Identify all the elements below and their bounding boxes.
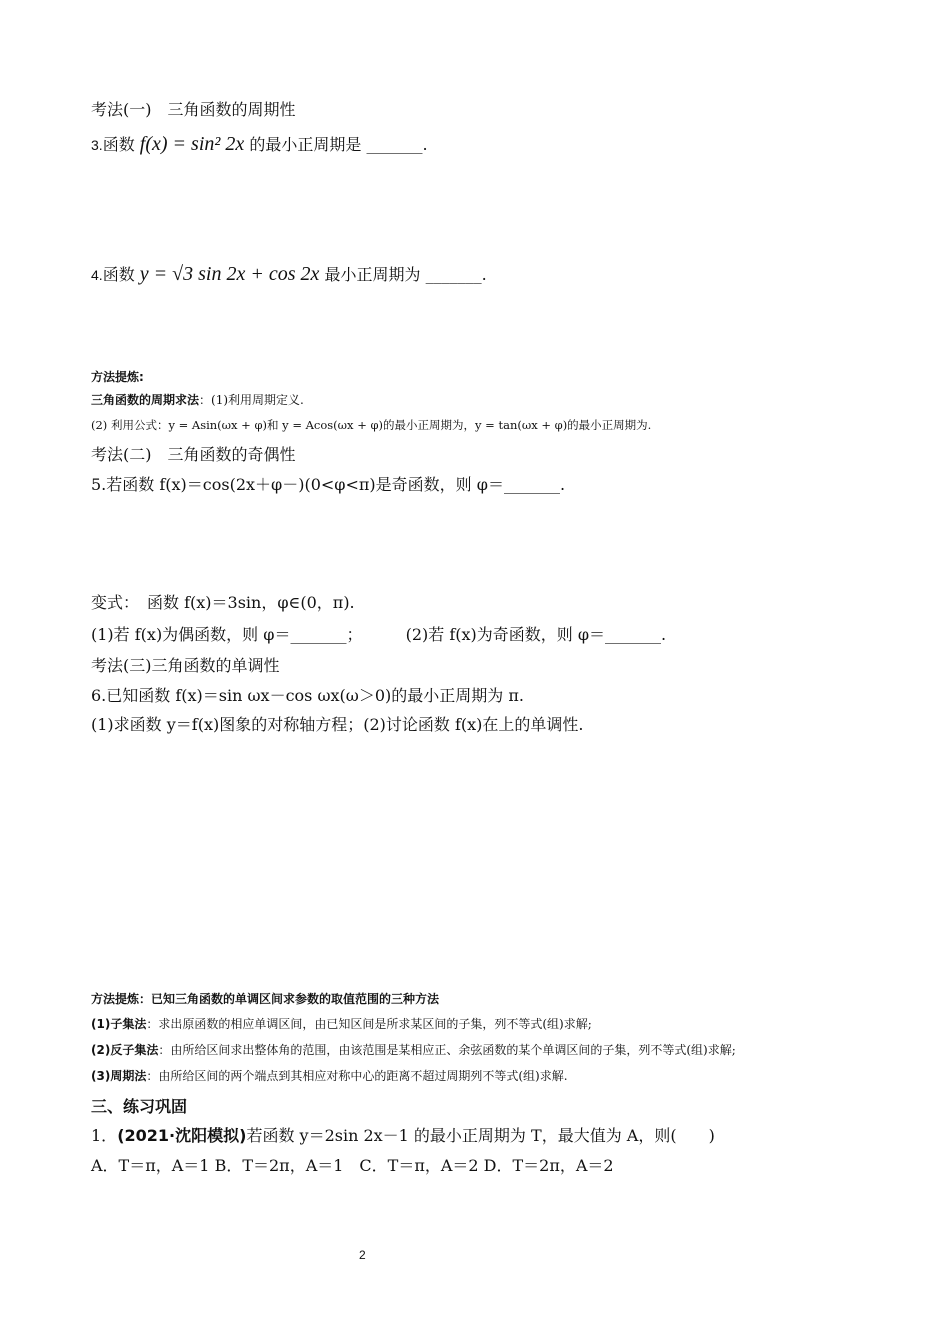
method2-item2-bold: (2)反子集法 (91, 1043, 159, 1057)
variant-part2: (2)若 f(x)为奇函数，则 φ＝_______. (405, 625, 667, 644)
method1-line1-rest: ：(1)利用周期定义. (199, 393, 304, 407)
method2-item1-rest: ：求出原函数的相应单调区间，由已知区间是所求某区间的子集，列不等式(组)求解; (146, 1017, 592, 1031)
exercise-1-source: (2021·沈阳模拟) (117, 1126, 247, 1145)
question-4 (91, 262, 487, 286)
question-3 (91, 132, 428, 156)
variant-line1: 变式： 函数 f(x)＝3sin，φ∈(0，π). (91, 593, 355, 612)
exercise-1-text: 若函数 y＝2sin 2x－1 的最小正周期为 T，最大值为 A，则( ) (246, 1126, 715, 1145)
question-5: 5.若函数 f(x)＝cos(2x＋φ－)(0<φ<π)是奇函数，则 φ＝_______. (91, 475, 566, 494)
question-4-suffix: 最小正周期为 _______. (324, 265, 487, 284)
variant-line2 (91, 622, 666, 645)
question-6-line2: (1)求函数 y＝f(x)图象的对称轴方程；(2)讨论函数 f(x)在上的单调性. (91, 715, 584, 734)
exercise-1-number: 1． (91, 1126, 118, 1145)
method2-item1 (91, 1015, 592, 1032)
question-6-line1: 6.已知函数 f(x)＝sin ωx－cos ωx(ω＞0)的最小正周期为 π. (91, 686, 524, 705)
exercise-1-options: A．T＝π，A＝1 B．T＝2π，A＝1 C．T＝π，A＝2 D．T＝2π，A＝2 (91, 1156, 614, 1175)
method1-line1 (91, 391, 304, 408)
question-3-number: 3. (91, 137, 103, 153)
method2-item2-rest: ：由所给区间求出整体角的范围，由该范围是某相应正、余弦函数的某个单调区间的子集，列不等式(组)求解; (158, 1043, 736, 1057)
exercise-1-stem (91, 1123, 715, 1146)
variant-part1: (1)若 f(x)为偶函数，则 φ＝_______； (91, 625, 363, 644)
question-4-prefix: 函数 (102, 265, 135, 284)
method2-item3 (91, 1067, 568, 1084)
question-4-formula: y = √3 sin 2x + cos 2x (139, 263, 320, 285)
method1-title: 方法提炼: (91, 370, 144, 384)
section-title-periodicity: 考法(一) 三角函数的周期性 (91, 100, 296, 119)
question-4-number: 4. (91, 267, 103, 283)
method2-item3-rest: ：由所给区间的两个端点到其相应对称中心的距离不超过周期列不等式(组)求解. (146, 1069, 568, 1083)
method2-title: 方法提炼：已知三角函数的单调区间求参数的取值范围的三种方法 (91, 992, 440, 1006)
method2-item2 (91, 1041, 736, 1058)
section-title-parity: 考法(二) 三角函数的奇偶性 (91, 445, 296, 464)
page-number: 2 (359, 1248, 366, 1262)
question-3-formula: f(x) = sin² 2x (139, 133, 245, 155)
method1-line1-bold: 三角函数的周期求法 (91, 393, 200, 407)
method1-line2: (2) 利用公式：y = Asin(ωx + φ)和 y = Acos(ωx + φ)的最小正周期为，y = tan(ωx + φ)的最小正周期为. (91, 418, 652, 432)
question-3-prefix: 函数 (102, 135, 135, 154)
section-title-practice: 三、练习巩固 (91, 1097, 188, 1116)
question-3-suffix: 的最小正周期是 _______. (249, 135, 428, 154)
section-title-monotonicity: 考法(三)三角函数的单调性 (91, 656, 280, 675)
method2-item1-bold: (1)子集法 (91, 1017, 147, 1031)
method2-item3-bold: (3)周期法 (91, 1069, 147, 1083)
